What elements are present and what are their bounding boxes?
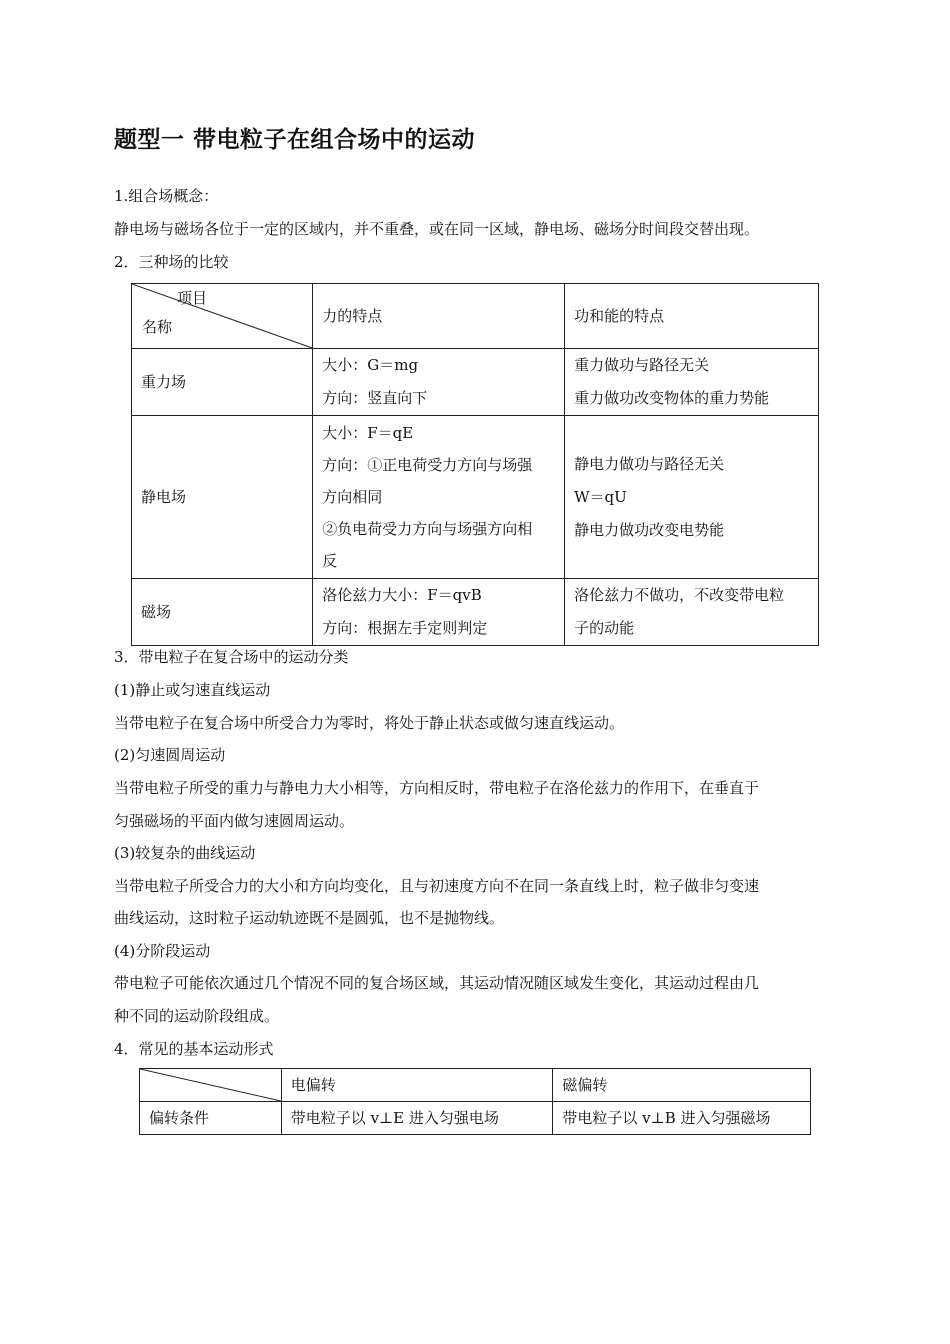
section1-heading: 1.组合场概念： [114, 187, 219, 205]
cell-line: 方向：根据左手定则判定 [322, 619, 488, 637]
header-magnetic-deflection: 磁偏转 [553, 1069, 811, 1102]
table-row [132, 579, 819, 646]
cell-line: 静电力做功改变电势能 [574, 520, 725, 539]
cell-line: 重力做功改变物体的重力势能 [574, 389, 770, 407]
section3-item-text: 当带电粒子所受的重力与静电力大小相等，方向相反时，带电粒子在洛伦兹力的作用下，在垂直于 [114, 779, 760, 797]
cell-line: 静电力做功与路径无关 [574, 454, 725, 473]
cell-line: ②负电荷受力方向与场强方向相 [322, 520, 533, 538]
row-label: 偏转条件 [140, 1102, 282, 1135]
work-cell [565, 416, 819, 579]
table-row [132, 416, 819, 579]
table-header-row [140, 1069, 811, 1102]
cell-line: 大小：F＝qE [322, 424, 414, 442]
cell-line: 方向：①正电荷受力方向与场强 [322, 456, 533, 474]
section3-item-text: 带电粒子可能依次通过几个情况不同的复合场区域，其运动情况随区域发生变化，其运动过程由几 [114, 974, 760, 992]
cell-line: 洛伦兹力大小：F＝qvB [322, 586, 482, 604]
section3-item-label: (4)分阶段运动 [114, 942, 211, 960]
magnetic-condition: 带电粒子以 v⊥B 进入匀强磁场 [553, 1102, 811, 1135]
row-name: 磁场 [132, 579, 313, 646]
cell-line: W＝qU [574, 487, 627, 506]
section3-item-text: 当带电粒子在复合场中所受合力为零时，将处于静止状态或做匀速直线运动。 [114, 714, 625, 732]
corner-label-name: 名称 [142, 318, 173, 336]
section3-item-label: (3)较复杂的曲线运动 [114, 844, 256, 862]
diagonal-corner-cell [140, 1069, 282, 1102]
cell-line: 方向：竖直向下 [322, 389, 428, 407]
table-row [132, 349, 819, 416]
diagonal-line [132, 284, 312, 348]
force-cell [313, 579, 565, 646]
section3-item-text: 曲线运动，这时粒子运动轨迹既不是圆弧，也不是抛物线。 [114, 909, 505, 927]
section3-heading: 3．带电粒子在复合场中的运动分类 [114, 648, 349, 666]
section3-item-label: (1)静止或匀速直线运动 [114, 681, 271, 699]
cell-line: 洛伦兹力不做功，不改变带电粒 [574, 586, 785, 604]
row-name: 重力场 [132, 349, 313, 416]
section2-heading: 2．三种场的比较 [114, 253, 229, 271]
diagonal-corner-cell [132, 284, 313, 349]
header-electric-deflection: 电偏转 [281, 1069, 553, 1102]
field-comparison-table [131, 283, 819, 646]
header-force: 力的特点 [313, 284, 565, 349]
work-cell [565, 579, 819, 646]
cell-line: 子的动能 [574, 619, 635, 637]
table-row [140, 1102, 811, 1135]
table-header-row [132, 284, 819, 349]
diagonal-line [140, 1069, 281, 1101]
cell-line: 重力做功与路径无关 [574, 356, 710, 374]
section3-item-label: (2)匀速圆周运动 [114, 746, 226, 764]
section1-text: 静电场与磁场各位于一定的区域内，并不重叠，或在同一区域，静电场、磁场分时间段交替出现。 [114, 220, 760, 238]
cell-line: 反 [322, 552, 338, 570]
section3-item-text: 种不同的运动阶段组成。 [114, 1007, 280, 1025]
work-cell [565, 349, 819, 416]
corner-label-item: 项目 [177, 289, 208, 307]
section4-heading: 4．常见的基本运动形式 [114, 1040, 274, 1058]
section3-item-text: 匀强磁场的平面内做匀速圆周运动。 [114, 812, 355, 830]
force-cell [313, 349, 565, 416]
electric-condition: 带电粒子以 v⊥E 进入匀强电场 [281, 1102, 553, 1135]
page-title: 题型一 带电粒子在组合场中的运动 [114, 127, 476, 153]
header-work: 功和能的特点 [565, 284, 819, 349]
deflection-table [139, 1068, 811, 1135]
cell-line: 大小：G＝mg [322, 356, 419, 374]
force-cell [313, 416, 565, 579]
row-name: 静电场 [132, 416, 313, 579]
cell-line: 方向相同 [322, 488, 383, 506]
section3-item-text: 当带电粒子所受合力的大小和方向均变化，且与初速度方向不在同一条直线上时，粒子做非匀变速 [114, 877, 760, 895]
